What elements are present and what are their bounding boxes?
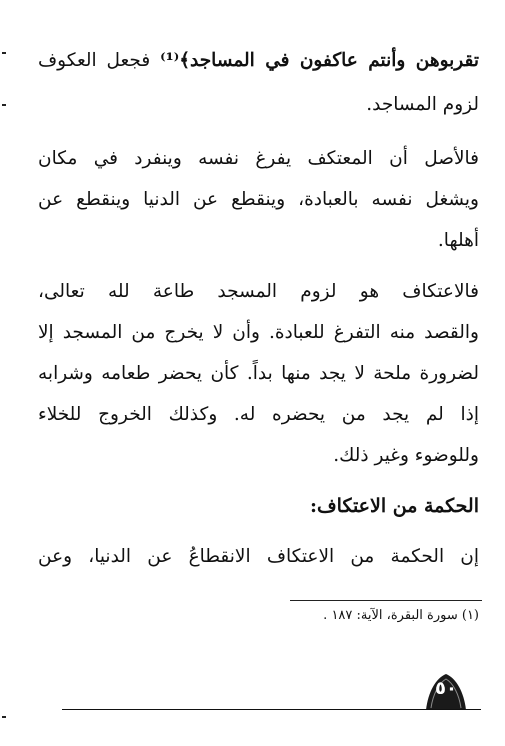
- paragraph-2-line-2: ويشغل نفسه بالعبادة، وينقطع عن الدنيا وينقطع عن: [38, 189, 479, 210]
- paragraph-1-line-1: [38, 46, 479, 76]
- paragraph-1-line-1-text: فجعل العكوف: [38, 50, 151, 71]
- footnote-separator: [290, 600, 482, 601]
- paragraph-3-line-2: والقصد منه التفرغ للعبادة. وأن لا يخرج من المسجد إلا: [38, 322, 479, 343]
- section-heading: الحكمة من الاعتكاف:: [309, 495, 479, 517]
- paragraph-3-line-5: وللوضوء وغير ذلك.: [333, 445, 479, 466]
- paragraph-3-line-3: لضرورة ملحة لا يجد منها بداً. كأن يحضر طعامه وشرابه: [38, 363, 479, 384]
- paragraph-4-line-1: إن الحكمة من الاعتكاف الانقطاعُ عن الدنيا، وعن: [38, 546, 479, 567]
- page-number: ٥٠: [435, 678, 457, 699]
- scan-edge-mark: [2, 716, 6, 718]
- paragraph-1-line-2: لزوم المساجد.: [366, 94, 479, 115]
- paragraph-3-line-4: إذا لم يجد من يحضره له. وكذلك الخروج للخلاء: [38, 404, 479, 425]
- scan-edge-mark: [2, 104, 6, 106]
- paragraph-2-line-3: أهلها.: [437, 230, 479, 251]
- paragraph-3-line-1: فالاعتكاف هو لزوم المسجد طاعة لله تعالى،: [38, 281, 479, 302]
- bottom-rule: [62, 709, 481, 710]
- paragraph-2-line-1: فالأصل أن المعتكف يفرغ نفسه وينفرد في مكان: [38, 148, 479, 169]
- footnote: (١) سورة البقرة، الآية: ١٨٧ .: [323, 608, 479, 623]
- scan-edge-mark: [2, 52, 6, 54]
- quran-verse-fragment: تقربوهن وأنتم عاكفون في المساجد﴾⁽¹⁾: [160, 50, 479, 71]
